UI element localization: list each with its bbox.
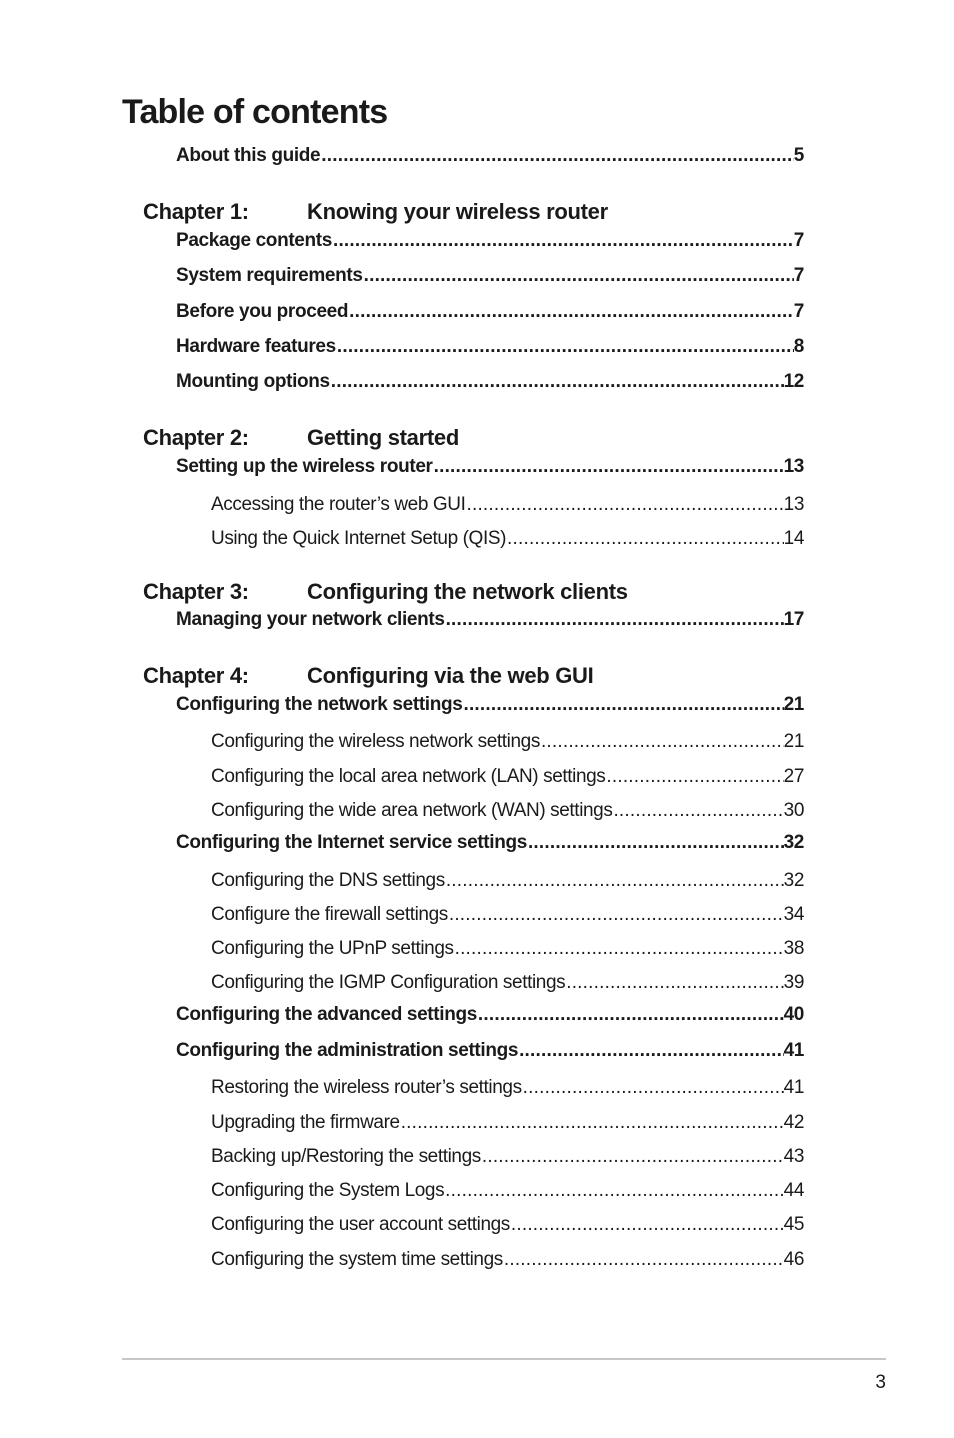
toc-page-number: 32 bbox=[783, 870, 804, 891]
toc-entry-label: Configuring the user account settings bbox=[211, 1214, 510, 1235]
dot-leader bbox=[445, 869, 784, 893]
toc-subentry-wireless-network-settings[interactable] bbox=[211, 730, 804, 754]
toc-page-number: 21 bbox=[783, 694, 804, 715]
toc-entry-label: Configuring the network settings bbox=[176, 694, 463, 715]
toc-page-number: 32 bbox=[783, 832, 804, 853]
toc-subentry-dns-settings[interactable] bbox=[211, 869, 804, 893]
chapter-number: Chapter 3: bbox=[143, 579, 249, 604]
toc-subentry-wan-settings[interactable] bbox=[211, 799, 804, 823]
toc-entry-label: Configuring the local area network (LAN) settings bbox=[211, 766, 606, 787]
toc-entry-label: Using the Quick Internet Setup (QIS) bbox=[211, 528, 507, 549]
toc-subentry-igmp-settings[interactable] bbox=[211, 971, 804, 995]
chapter-number: Chapter 4: bbox=[143, 663, 249, 688]
dot-leader bbox=[522, 1076, 784, 1100]
dot-leader bbox=[540, 730, 784, 754]
toc-subentry-upgrading-firmware[interactable] bbox=[211, 1111, 804, 1135]
toc-entry-label: Backing up/Restoring the settings bbox=[211, 1146, 481, 1167]
dot-leader bbox=[348, 300, 794, 324]
chapter-title: Getting started bbox=[307, 425, 459, 450]
toc-entry-label: Accessing the router’s web GUI bbox=[211, 494, 466, 515]
toc-page-number: 5 bbox=[793, 145, 804, 166]
toc-subentry-accessing-web-gui[interactable] bbox=[211, 493, 804, 517]
dot-leader bbox=[332, 229, 794, 253]
toc-subentry-system-logs[interactable] bbox=[211, 1179, 804, 1203]
dot-leader bbox=[503, 1248, 784, 1272]
toc-page-number: 34 bbox=[783, 904, 804, 925]
toc-entry-label: Mounting options bbox=[176, 371, 330, 392]
toc-entry-system-requirements[interactable] bbox=[176, 264, 804, 288]
chapter-title: Configuring via the web GUI bbox=[307, 663, 594, 688]
footer-divider bbox=[122, 1358, 886, 1360]
toc-page-number: 8 bbox=[793, 336, 804, 357]
chapter-number: Chapter 1: bbox=[143, 199, 249, 224]
dot-leader bbox=[363, 264, 794, 288]
toc-entry-label: Configuring the wireless network settings bbox=[211, 731, 540, 752]
toc-page-number: 46 bbox=[783, 1249, 804, 1270]
toc-page-number: 13 bbox=[783, 456, 804, 477]
dot-leader bbox=[510, 1213, 784, 1237]
dot-leader bbox=[565, 971, 783, 995]
dot-leader bbox=[445, 608, 784, 632]
toc-page-number: 39 bbox=[783, 972, 804, 993]
toc-page-number: 41 bbox=[783, 1040, 804, 1061]
toc-page-number: 13 bbox=[783, 494, 804, 515]
toc-entry-about-this-guide[interactable] bbox=[176, 144, 804, 168]
toc-entry-label: Configuring the administration settings bbox=[176, 1040, 519, 1061]
toc-subentry-firewall-settings[interactable] bbox=[211, 903, 804, 927]
toc-subentry-restoring-settings[interactable] bbox=[211, 1076, 804, 1100]
toc-page-number: 45 bbox=[783, 1214, 804, 1235]
toc-entry-package-contents[interactable] bbox=[176, 229, 804, 253]
page-number: 3 bbox=[875, 1372, 886, 1393]
toc-page-number: 42 bbox=[783, 1112, 804, 1133]
toc-subentry-quick-internet-setup[interactable] bbox=[211, 527, 804, 551]
toc-page-number: 40 bbox=[783, 1004, 804, 1025]
toc-entry-label: Package contents bbox=[176, 230, 332, 251]
toc-subentry-upnp-settings[interactable] bbox=[211, 937, 804, 961]
toc-page-number: 27 bbox=[783, 766, 804, 787]
dot-leader bbox=[506, 527, 784, 551]
dot-leader bbox=[477, 1003, 784, 1027]
toc-page-number: 17 bbox=[783, 609, 804, 630]
toc-page-number: 41 bbox=[783, 1077, 804, 1098]
toc-entry-label: Configuring the Internet service settings bbox=[176, 832, 527, 853]
toc-entry-label: Setting up the wireless router bbox=[176, 456, 433, 477]
dot-leader bbox=[448, 903, 784, 927]
chapter-title: Knowing your wireless router bbox=[307, 199, 608, 224]
page-title: Table of contents bbox=[122, 93, 388, 131]
dot-leader bbox=[336, 335, 794, 359]
toc-subentry-lan-settings[interactable] bbox=[211, 765, 804, 789]
dot-leader bbox=[481, 1145, 784, 1169]
chapter-number: Chapter 2: bbox=[143, 425, 249, 450]
toc-subentry-system-time-settings[interactable] bbox=[211, 1248, 804, 1272]
toc-entry-label: Configure the firewall settings bbox=[211, 904, 448, 925]
dot-leader bbox=[527, 831, 784, 855]
toc-page-number: 21 bbox=[783, 731, 804, 752]
toc-page-number: 7 bbox=[793, 230, 804, 251]
dot-leader bbox=[433, 455, 784, 479]
toc-entry-label: About this guide bbox=[176, 145, 321, 166]
dot-leader bbox=[605, 765, 783, 789]
toc-page-number: 38 bbox=[783, 938, 804, 959]
toc-entry-label: Managing your network clients bbox=[176, 609, 445, 630]
toc-entry-label: Configuring the System Logs bbox=[211, 1180, 445, 1201]
toc-entry-label: System requirements bbox=[176, 265, 363, 286]
toc-entry-label: Upgrading the firmware bbox=[211, 1112, 400, 1133]
toc-page-number: 14 bbox=[783, 528, 804, 549]
toc-entry-managing-network-clients[interactable] bbox=[176, 608, 804, 632]
toc-entry-mounting-options[interactable] bbox=[176, 370, 804, 394]
dot-leader bbox=[444, 1179, 783, 1203]
dot-leader bbox=[462, 693, 783, 717]
toc-entry-before-you-proceed[interactable] bbox=[176, 300, 804, 324]
toc-entry-label: Configuring the wide area network (WAN) settings bbox=[211, 800, 613, 821]
toc-page-number: 43 bbox=[783, 1146, 804, 1167]
dot-leader bbox=[518, 1039, 783, 1063]
toc-subentry-backing-up-settings[interactable] bbox=[211, 1145, 804, 1169]
dot-leader bbox=[454, 937, 784, 961]
dot-leader bbox=[320, 144, 794, 168]
toc-page-number: 30 bbox=[783, 800, 804, 821]
toc-entry-label: Configuring the system time settings bbox=[211, 1249, 503, 1270]
toc-entry-advanced-settings[interactable] bbox=[176, 1003, 804, 1027]
toc-page-number: 12 bbox=[783, 371, 804, 392]
dot-leader bbox=[400, 1111, 784, 1135]
dot-leader bbox=[330, 370, 784, 394]
dot-leader bbox=[612, 799, 783, 823]
toc-page-number: 7 bbox=[793, 265, 804, 286]
toc-entry-internet-service-settings[interactable] bbox=[176, 831, 804, 855]
toc-entry-label: Restoring the wireless router’s settings bbox=[211, 1077, 522, 1098]
toc-subentry-user-account-settings[interactable] bbox=[211, 1213, 804, 1237]
toc-entry-administration-settings[interactable] bbox=[176, 1039, 804, 1063]
toc-entry-label: Hardware features bbox=[176, 336, 336, 357]
dot-leader bbox=[465, 493, 783, 517]
toc-entry-label: Configuring the DNS settings bbox=[211, 870, 445, 891]
toc-entry-label: Configuring the UPnP settings bbox=[211, 938, 454, 959]
toc-entry-setting-up-router[interactable] bbox=[176, 455, 804, 479]
toc-entry-label: Configuring the IGMP Configuration settings bbox=[211, 972, 566, 993]
toc-page-number: 7 bbox=[793, 301, 804, 322]
toc-page-number: 44 bbox=[783, 1180, 804, 1201]
toc-entry-network-settings[interactable] bbox=[176, 693, 804, 717]
toc-entry-label: Before you proceed bbox=[176, 301, 349, 322]
toc-entry-label: Configuring the advanced settings bbox=[176, 1004, 477, 1025]
chapter-title: Configuring the network clients bbox=[307, 579, 628, 604]
toc-entry-hardware-features[interactable] bbox=[176, 335, 804, 359]
